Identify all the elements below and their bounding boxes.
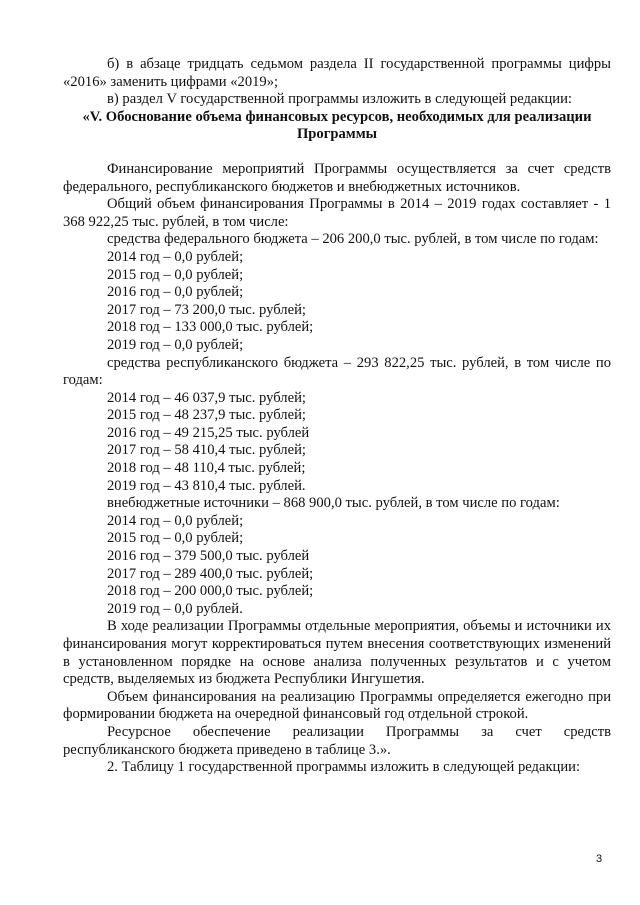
paragraph-item-2: 2. Таблицу 1 государственной программы изложить в следующей редакции:	[107, 759, 581, 776]
extrabudgetary-year-line: 2014 год – 0,0 рублей;	[107, 512, 244, 529]
extrabudgetary-year-line: 2019 год – 0,0 рублей.	[107, 600, 243, 617]
federal-year-line: 2018 год – 133 000,0 тыс. рублей;	[107, 319, 314, 336]
federal-year-line: 2014 год – 0,0 рублей;	[107, 248, 244, 265]
paragraph-financing-sources: Финансирование мероприятий Программы осуществляется за счет средств федерального, республиканского бюджетов и внебюджетных источников.	[63, 160, 611, 195]
extrabudgetary-year-line: 2015 год – 0,0 рублей;	[107, 530, 244, 547]
paragraph-item-b: б) в абзаце тридцать седьмом раздела II государственной программы цифры «2016» заменить цифрами «2019»;	[63, 56, 611, 90]
federal-year-line: 2015 год – 0,0 рублей;	[107, 266, 244, 283]
extrabudgetary-year-line: 2018 год – 200 000,0 тыс. рублей;	[107, 583, 314, 600]
federal-year-line: 2016 год – 0,0 рублей;	[107, 284, 244, 301]
extrabudgetary-year-line: 2016 год – 379 500,0 тыс. рублей	[107, 548, 310, 565]
federal-year-line: 2019 год – 0,0 рублей;	[107, 336, 244, 353]
extrabudgetary-heading: внебюджетные источники – 868 900,0 тыс. рублей, в том числе по годам:	[107, 495, 560, 512]
paragraph-annual: Объем финансирования на реализацию Программы определяется ежегодно при формировании бюджета на очередной финансовый год отдельной строкой.	[63, 688, 611, 723]
paragraph-resource-table: Ресурсное обеспечение реализации Программы за счет средств республиканского бюджета приведено в таблице 3.».	[63, 723, 611, 758]
page-number: 3	[596, 853, 603, 865]
spacer	[63, 144, 611, 161]
paragraph-item-v: в) раздел V государственной программы изложить в следующей редакции:	[107, 91, 572, 108]
federal-budget-heading: средства федерального бюджета – 206 200,0 тыс. рублей, в том числе по годам:	[107, 231, 599, 248]
republican-year-line: 2018 год – 48 110,4 тыс. рублей;	[107, 460, 306, 477]
section-title: «V. Обоснование объема финансовых ресурсов, необходимых для реализации Программы	[82, 108, 592, 143]
paragraph-adjustment: В ходе реализации Программы отдельные мероприятия, объемы и источники их финансирования могут корректироваться путем внесения соответствующих изменений в установленном порядке на основе анализа полученных результатов и с учетом средств, выделяемых из бюджета Республики Ингушетия.	[63, 618, 611, 688]
federal-year-line: 2017 год – 73 200,0 тыс. рублей;	[107, 301, 306, 318]
extrabudgetary-year-line: 2017 год – 289 400,0 тыс. рублей;	[107, 565, 314, 582]
republican-year-line: 2016 год – 49 215,25 тыс. рублей	[107, 424, 310, 441]
republican-year-line: 2017 год – 58 410,4 тыс. рублей;	[107, 442, 306, 459]
republican-year-line: 2015 год – 48 237,9 тыс. рублей;	[107, 407, 306, 424]
document-body	[63, 56, 611, 777]
paragraph-total-volume: Общий объем финансирования Программы в 2014 – 2019 годах составляет - 1 368 922,25 тыс. рублей, в том числе:	[63, 196, 611, 230]
republican-budget-heading: средства республиканского бюджета – 293 822,25 тыс. рублей, в том числе по годам:	[63, 354, 611, 389]
republican-year-line: 2019 год – 43 810,4 тыс. рублей.	[107, 477, 306, 494]
republican-year-line: 2014 год – 46 037,9 тыс. рублей;	[107, 389, 306, 406]
